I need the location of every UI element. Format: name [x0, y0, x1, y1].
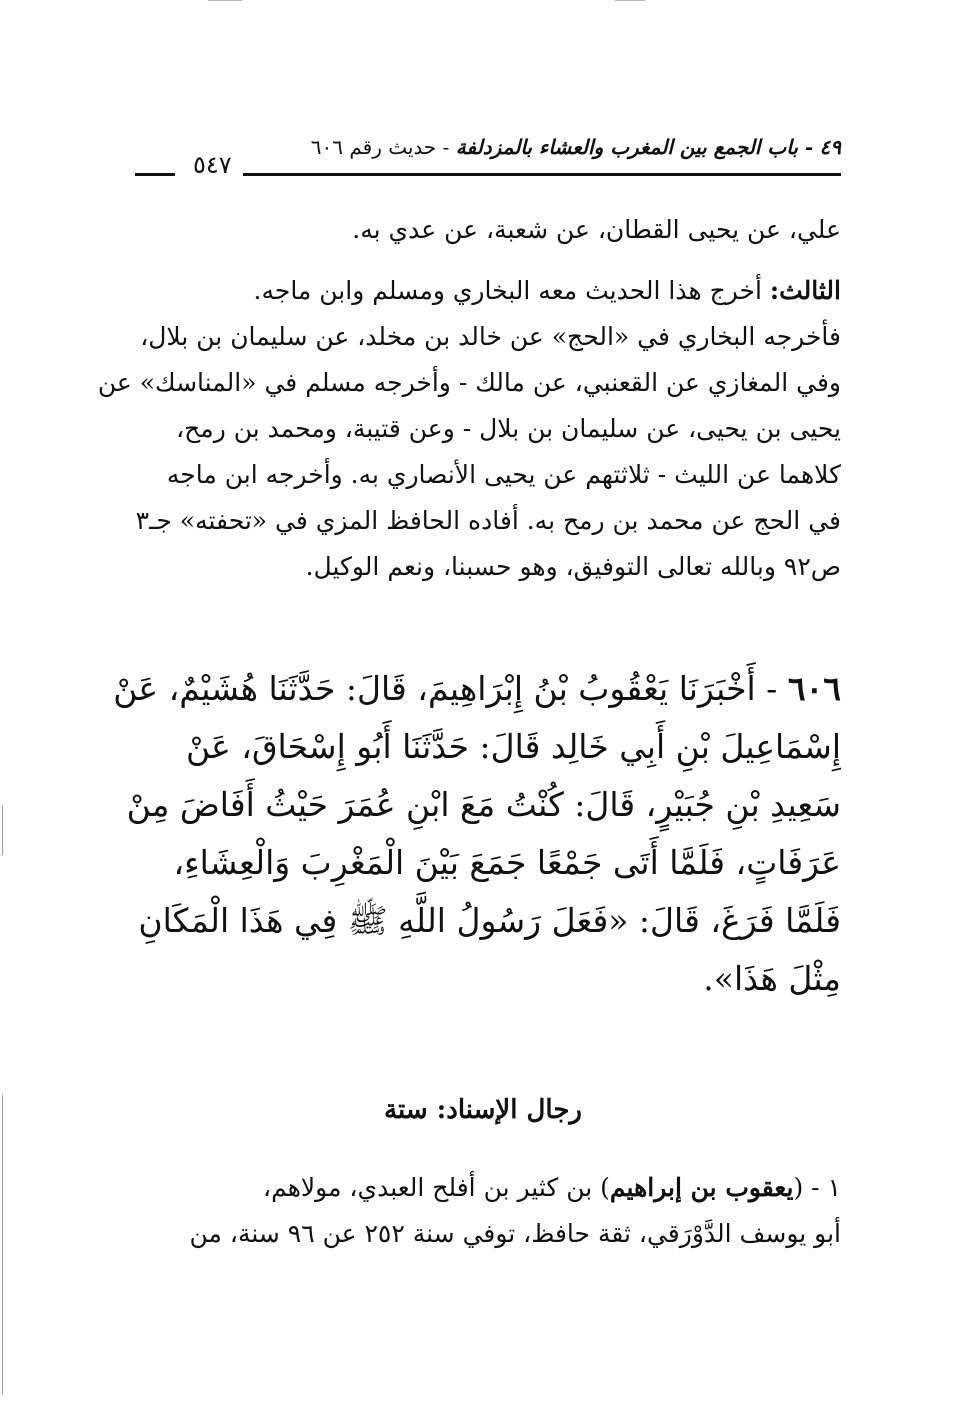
hadith-reference: حديث رقم ٦٠٦ — [310, 135, 437, 159]
running-header — [135, 135, 841, 185]
scan-top-mark — [615, 0, 645, 1]
hadith-line: إِسْمَاعِيلَ بْنِ أَبِي خَالِد قَالَ: حَدَّثَنَا أَبُو إِسْحَاقَ، عَنْ — [186, 727, 841, 766]
hadith-line: فَلَمَّا فَرَغَ، قَالَ: «فَعَلَ رَسُولُ اللَّهِ ﷺ فِي هَذَا الْمَكَانِ — [138, 901, 841, 940]
chapter-number: ٤٩ — [819, 135, 841, 159]
narrator-name: يعقوب بن إبراهيم — [609, 1173, 794, 1202]
paragraph-third — [97, 268, 841, 590]
hadith-text — [113, 660, 841, 1008]
narrators-paragraph — [141, 1165, 841, 1257]
text-line: في الحج عن محمد بن رمح به. أفاده الحافظ المزي في «تحفته» جـ٣ — [135, 506, 841, 535]
text-line: ١ - (يعقوب بن إبراهيم) بن كثير بن أفلح العبدي، مولاهم، — [263, 1173, 841, 1202]
paragraph-continuation — [141, 207, 841, 253]
hadith-line: سَعِيدِ بْنِ جُبَيْرٍ، قَالَ: كُنْتُ مَعَ ابْنِ عُمَرَ حَيْثُ أَفَاضَ مِنْ — [126, 785, 841, 824]
text-line: أبو يوسف الدَّوْرَقي، ثقة حافظ، توفي سنة ٢٥٢ عن ٩٦ سنة، من — [189, 1219, 841, 1248]
text-line: الثالث: أخرج هذا الحديث معه البخاري ومسلم وابن ماجه. — [253, 276, 841, 305]
text-line: وفي المغازي عن القعنبي، عن مالك - وأخرجه مسلم في «المناسك» عن — [97, 368, 841, 397]
text-line: علي، عن يحيى القطان، عن شعبة، عن عدي به. — [352, 215, 841, 244]
text-line: ص٩٢ وبالله تعالى التوفيق، وهو حسبنا، ونعم الوكيل. — [305, 552, 841, 581]
scan-margin-line — [2, 1095, 3, 1395]
text-line: كلاهما عن الليث - ثلاثتهم عن يحيى الأنصاري به. وأخرجه ابن ماجه — [166, 460, 841, 489]
header-rule — [243, 173, 841, 176]
hadith-line: ٦٠٦ - أَخْبَرَنَا يَعْقُوبُ بْنُ إِبْرَاهِيمَ، قَالَ: حَدَّثَنَا هُشَيْمٌ، عَنْ — [113, 669, 841, 708]
hadith-line: عَرَفَاتٍ، فَلَمَّا أَتَى جَمْعًا جَمَعَ بَيْنَ الْمَغْرِبَ وَالْعِشَاءِ، — [173, 843, 841, 882]
scan-margin-line — [2, 805, 3, 855]
page-number-dash — [135, 173, 175, 176]
page-number: ٥٤٧ — [193, 151, 232, 179]
text-line: يحيى بن يحيى، عن سليمان بن بلال - وعن قتيبة، ومحمد بن رمح، — [176, 414, 841, 443]
scan-top-mark — [208, 0, 242, 1]
header-title: ٤٩ - باب الجمع بين المغرب والعشاء بالمزدلفة - حديث رقم ٦٠٦ — [310, 135, 841, 159]
paragraph-lead: الثالث: — [769, 276, 841, 305]
section-heading: رجال الإسناد: ستة — [384, 1095, 582, 1125]
hadith-number: ٦٠٦ — [787, 669, 841, 708]
hadith-line: مِثْلَ هَذَا». — [703, 959, 841, 998]
text-line: فأخرجه البخاري في «الحج» عن خالد بن مخلد، عن سليمان بن بلال، — [140, 322, 841, 351]
chapter-title: باب الجمع بين المغرب والعشاء بالمزدلفة — [455, 135, 798, 159]
